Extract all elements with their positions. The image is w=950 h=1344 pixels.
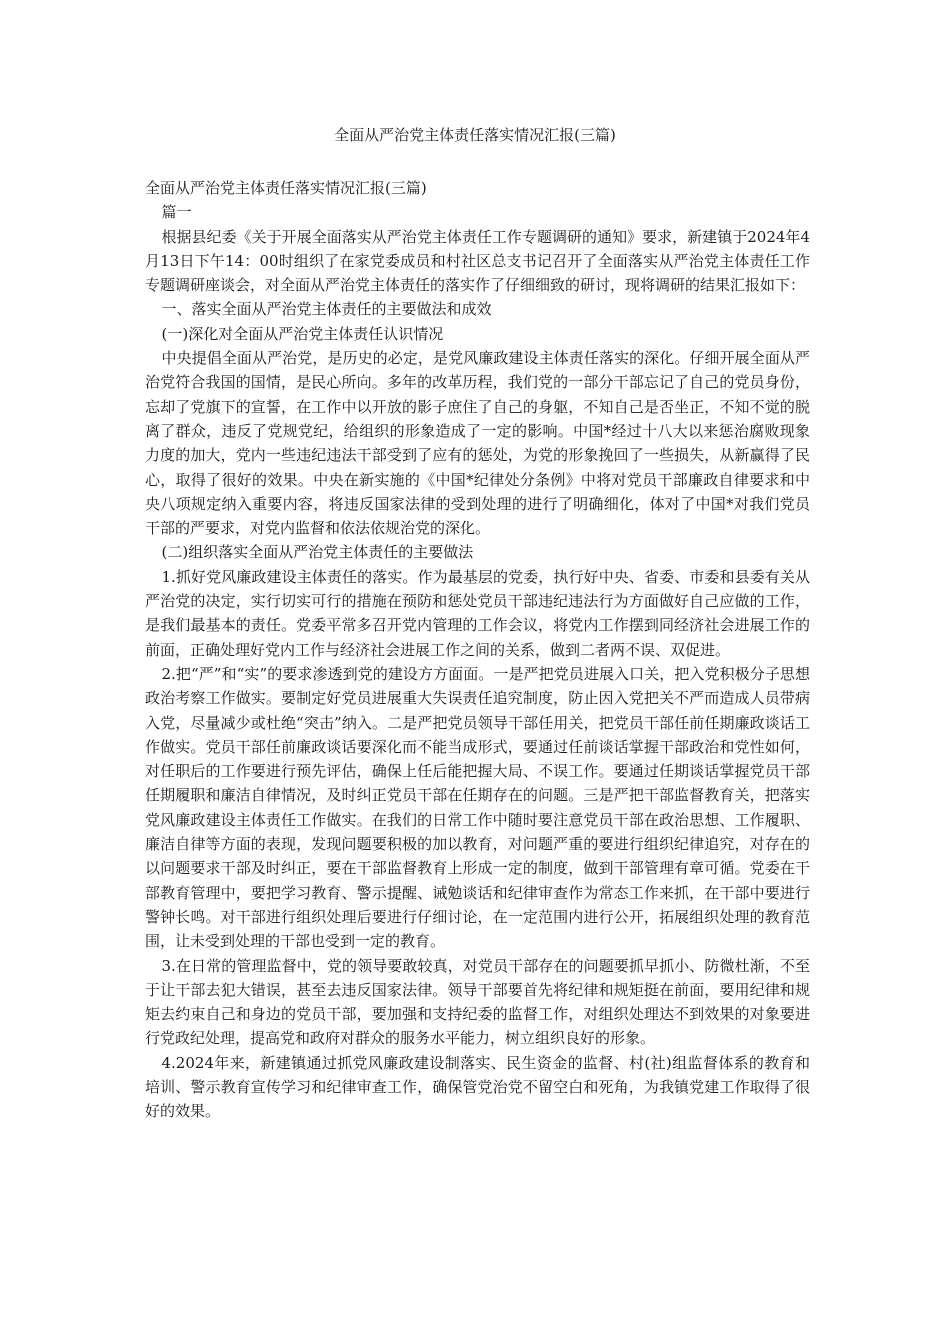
subsection-heading: (一)深化对全面从严治党主体责任认识情况: [161, 324, 444, 343]
body-paragraph: 中央提倡全面从严治党，是历史的必定，是党风廉政建设主体责任落实的深化。仔细开展全面从严治党符合我国的国情，是民心所向。多年的改革历程，我们党的一部分干部忘记了自己的党员身份，忘却了党旗下的宣誓，在工作中以开放的影子庶住了自己的身躯，不知自己是否坐正，不知不觉的脱离了群众，违反了党规党纪，给组织的形象造成了一定的影响。中国*经过十八大以来惩治腐败现象力度的加大，党内一些违纪违法干部受到了应有的惩处，为党的形象挽回了一些损失，从新赢得了民心，取得了很好的效果。中央在新实施的《中国*纪律处分条例》中将对党员干部廉政自律要求和中央八项规定纳入重要内容，将违反国家法律的受到处理的进行了明确细化，体对了中国*对我们党员干部的严要求，对党内监督和依法依规治党的深化。: [145, 349, 810, 538]
part-label: 篇一: [161, 203, 192, 222]
list-item: 2.把“严”和“实”的要求渗透到党的建设方方面面。一是严把党员进展入口关，把入党积极分子思想政治考察工作做实。要制定好党员进展重大失误责任追究制度，防止因入党把关不严而造成人员带病入党，尽量减少或杜绝“突击”纳入。二是严把党员领导干部任用关，把党员干部任前任期廉政谈话工作做实。党员干部任前廉政谈话要深化而不能当成形式，要通过任前谈话掌握干部政治和党性如何，对任职后的工作要进行预先评估，确保上任后能把握大局、不误工作。要通过任期谈话掌握党员干部任期履职和廉洁自律情况，及时纠正党员干部在任期存在的问题。三是严把干部监督教育关，把落实党风廉政建设主体责任工作做实。在我们的日常工作中随时要注意党员干部在政治思想、工作履职、廉洁自律等方面的表现，发现问题要积极的加以教育，对问题严重的要进行组织纪律追究，对存在的以问题要求干部及时纠正，要在干部监督教育上形成一定的制度，做到干部管理有章可循。党委在干部教育管理中，要把学习教育、警示提醒、诫勉谈话和纪律审查作为常态工作来抓，在干部中要进行警钟长鸣。对干部进行组织处理后要进行仔细讨论，在一定范围内进行公开，拓展组织处理的教育范围，让未受到处理的干部也受到一定的教育。: [145, 664, 810, 951]
subsection-heading: (二)组织落实全面从严治党主体责任的主要做法: [161, 543, 474, 562]
list-item: 3.在日常的管理监督中，党的领导要敢较真，对党员干部存在的问题要抓早抓小、防微杜渐，不至于让干部去犯大错误，甚至去违反国家法律。领导干部要首先将纪律和规矩挺在前面，要用纪律和规矩去约束自己和身边的党员干部，要加强和支持纪委的监督工作，对组织处理达不到效果的对象要进行党政纪处理，提高党和政府对群众的服务水平能力，树立组织良好的形象。: [145, 956, 810, 1048]
intro-paragraph: 根据县纪委《关于开展全面落实从严治党主体责任工作专题调研的通知》要求，新建镇于2024年4月13日下午14：00时组织了在家党委成员和村社区总支书记召开了全面落实从严治党主体责任工作专题调研座谈会，对全面从严治党主体责任的落实作了仔细细致的研讨，现将调研的结果汇报如下：: [145, 227, 810, 295]
list-item: 4.2024年来，新建镇通过抓党风廉政建设制落实、民生资金的监督、村(社)组监督体系的教育和培训、警示教育宣传学习和纪律审查工作，确保管党治党不留空白和死角，为我镇党建工作取得了很好的效果。: [145, 1053, 810, 1121]
list-item: 1.抓好党风廉政建设主体责任的落实。作为最基层的党委，执行好中央、省委、市委和县委有关从严治党的决定，实行切实可行的措施在预防和惩处党员干部违纪违法行为方面做好自己应做的工作，是我们最基本的责任。党委平常多召开党内管理的工作会议，将党内工作摆到同经济社会进展工作的前面，正确处理好党内工作与经济社会进展工作之间的关系，做到二者两不误、双促进。: [145, 567, 810, 659]
section-heading: 一、落实全面从严治党主体责任的主要做法和成效: [161, 300, 492, 319]
document-body: [145, 176, 810, 1124]
document-title: 全面从严治党主体责任落实情况汇报(三篇): [334, 126, 616, 144]
document-subtitle: 全面从严治党主体责任落实情况汇报(三篇): [145, 179, 427, 197]
